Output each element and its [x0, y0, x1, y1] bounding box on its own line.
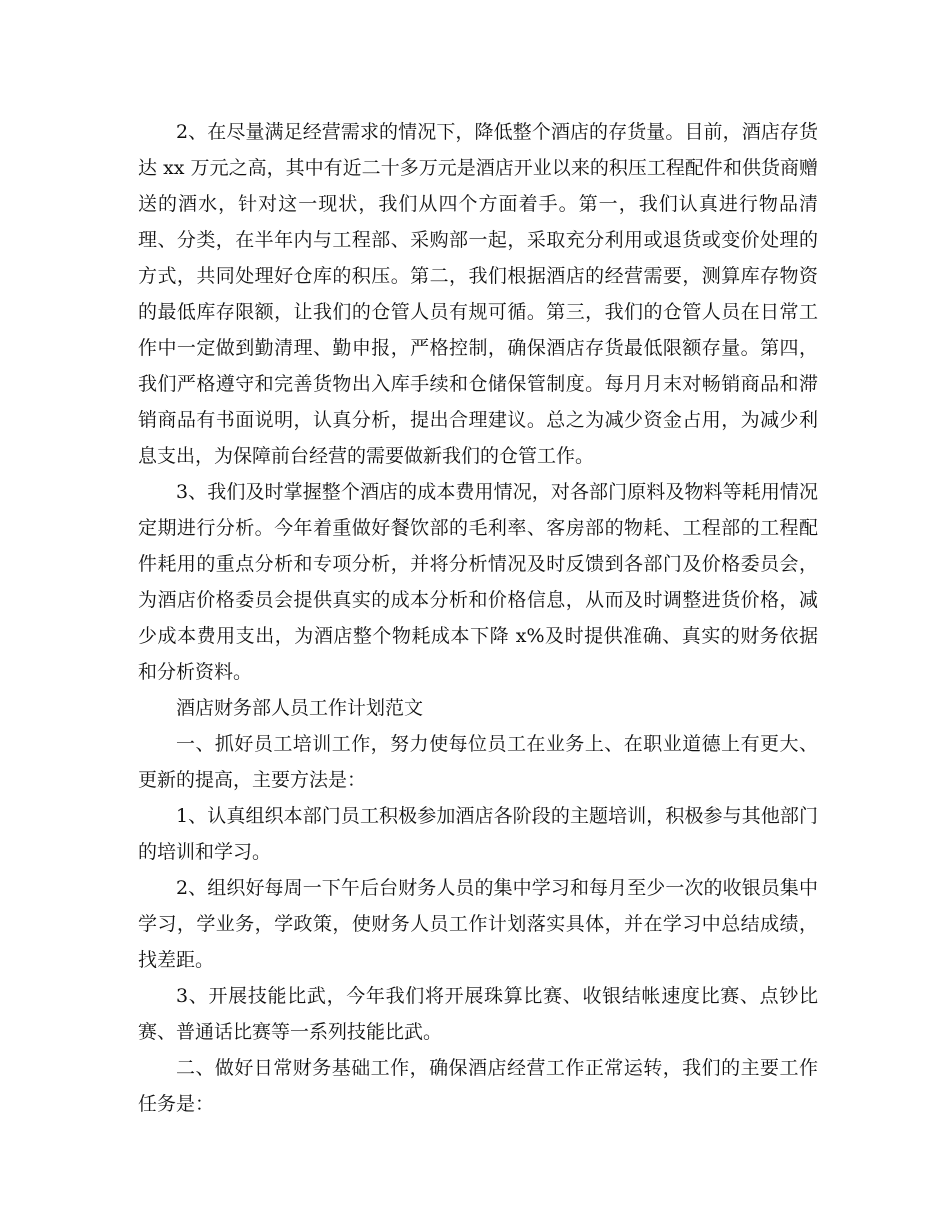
paragraph-daily-finance: 二、做好日常财务基础工作，确保酒店经营工作正常运转，我们的主要工作任务是：: [138, 1057, 818, 1115]
paragraph-training-item-3: 3、开展技能比武，今年我们将开展珠算比赛、收银结帐速度比赛、点钞比赛、普通话比赛等一系列技能比武。: [138, 985, 818, 1043]
section-title: 酒店财务部人员工作计划范文: [176, 697, 424, 719]
document-body: [138, 114, 818, 1122]
paragraph-training-item-2: 2、组织好每周一下午后台财务人员的集中学习和每月至少一次的收银员集中学习，学业务，学政策，使财务人员工作计划落实具体，并在学习中总结成绩，找差距。: [138, 877, 818, 971]
paragraph-staff-training: 一、抓好员工培训工作，努力使每位员工在业务上、在职业道德上有更大、更新的提高，主要方法是：: [138, 733, 818, 791]
paragraph-cost-analysis: 3、我们及时掌握整个酒店的成本费用情况，对各部门原料及物料等耗用情况定期进行分析。今年着重做好餐饮部的毛利率、客房部的物耗、工程部的工程配件耗用的重点分析和专项分析，并将分析情况及时反馈到各部门及价格委员会，为酒店价格委员会提供真实的成本分析和价格信息，从而及时调整进货价格，减少成本费用支出，为酒店整个物耗成本下降 x%及时提供准确、真实的财务依据和分析资料。: [138, 481, 818, 683]
paragraph-training-item-1: 1、认真组织本部门员工积极参加酒店各阶段的主题培训，积极参与其他部门的培训和学习。: [138, 805, 818, 863]
paragraph-inventory-reduction: 2、在尽量满足经营需求的情况下，降低整个酒店的存货量。目前，酒店存货达 xx 万元之高，其中有近二十多万元是酒店开业以来的积压工程配件和供货商赠送的酒水，针对这一现状，我们从四个方面着手。第一，我们认真进行物品清理、分类，在半年内与工程部、采购部一起，采取充分利用或退货或变价处理的方式，共同处理好仓库的积压。第二，我们根据酒店的经营需要，测算库存物资的最低库存限额，让我们的仓管人员有规可循。第三，我们的仓管人员在日常工作中一定做到勤清理、勤申报，严格控制，确保酒店存货最低限额存量。第四，我们严格遵守和完善货物出入库手续和仓储保管制度。每月月末对畅销商品和滞销商品有书面说明，认真分析，提出合理建议。总之为减少资金占用，为减少利息支出，为保障前台经营的需要做新我们的仓管工作。: [138, 121, 818, 467]
